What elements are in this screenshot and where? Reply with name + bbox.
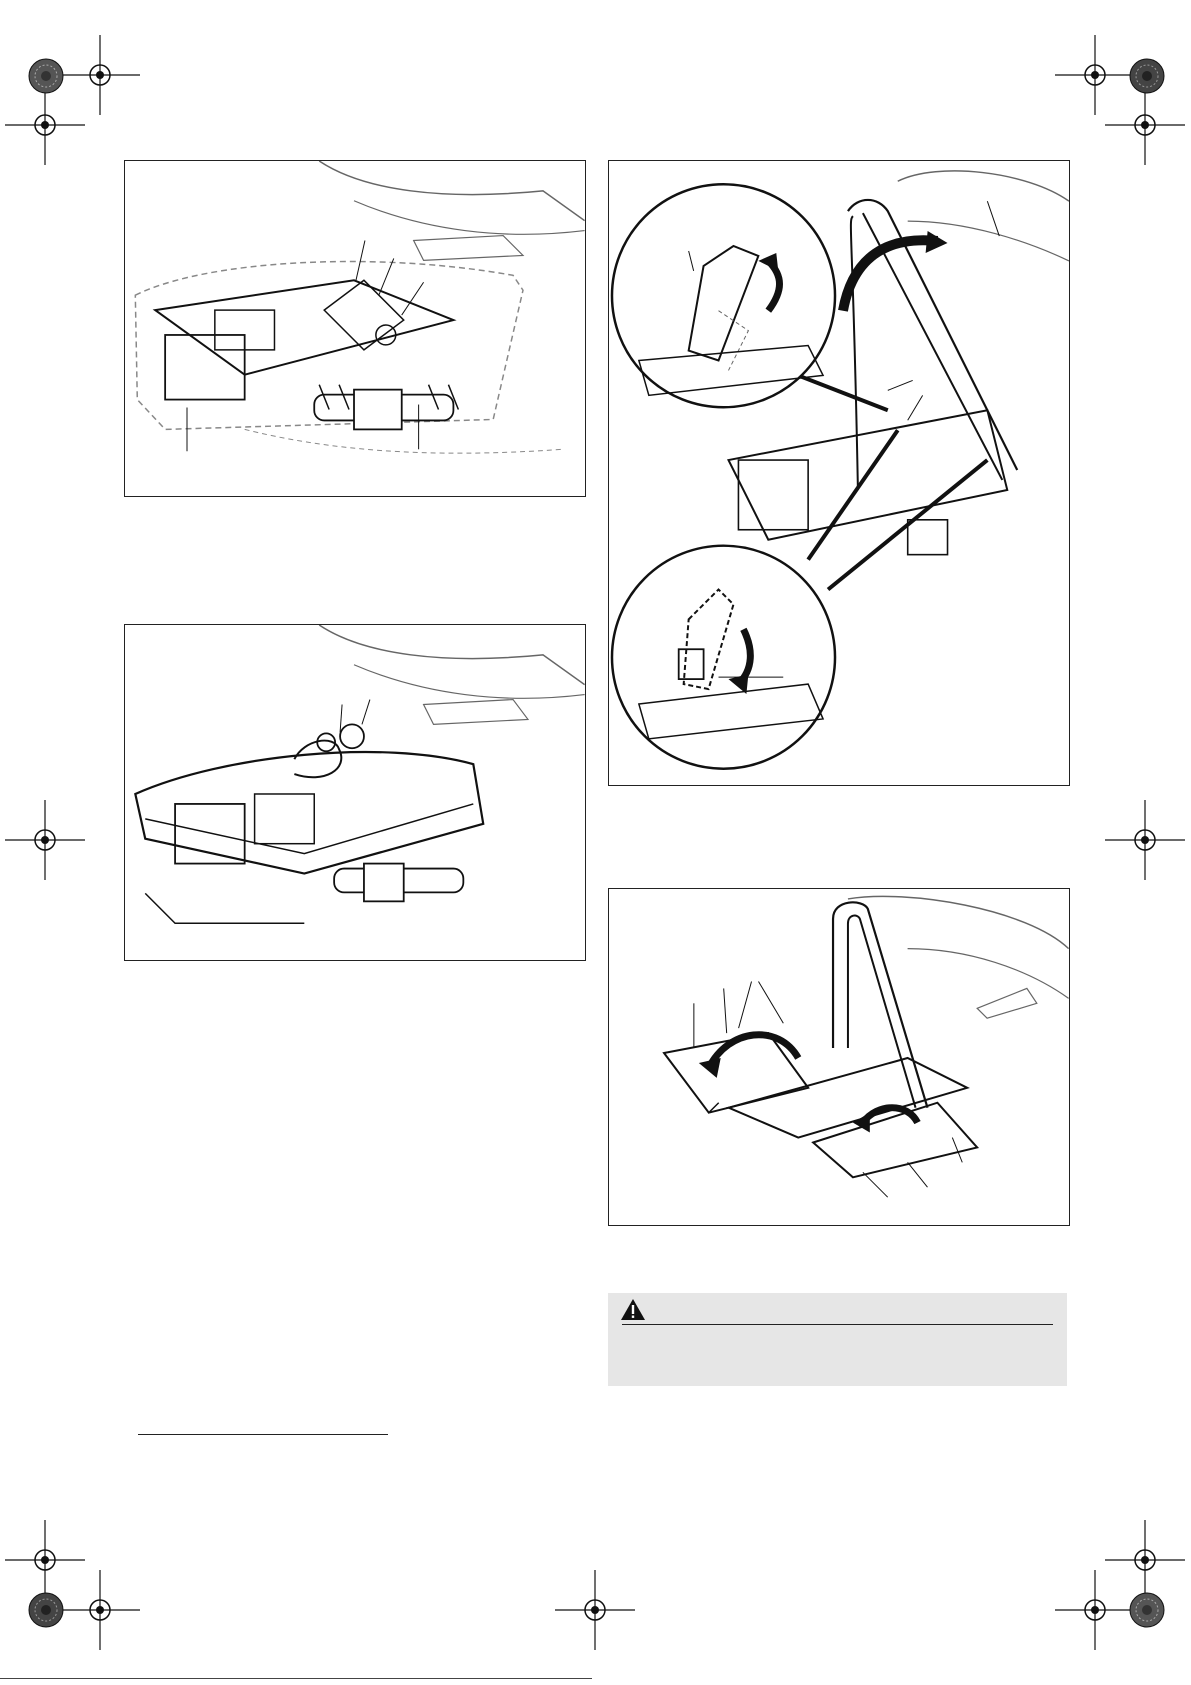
registration-mark-icon bbox=[5, 800, 85, 880]
warning-triangle-icon bbox=[620, 1298, 646, 1321]
figure-wheel-holders bbox=[608, 888, 1070, 1226]
registration-mark-icon bbox=[1105, 800, 1185, 880]
registration-mark-icon bbox=[555, 1570, 635, 1650]
footnote-divider bbox=[138, 1434, 388, 1435]
registration-mark-icon bbox=[1105, 85, 1185, 165]
registration-mark-icon bbox=[1055, 1570, 1135, 1650]
figure-lever-detail bbox=[608, 160, 1070, 786]
registration-mark-icon bbox=[60, 1570, 140, 1650]
warning-divider bbox=[622, 1324, 1053, 1325]
color-target-icon bbox=[1129, 1592, 1165, 1628]
warning-box bbox=[608, 1293, 1067, 1386]
registration-mark-icon bbox=[5, 85, 85, 165]
page-bottom-rule bbox=[0, 1678, 592, 1679]
color-target-icon bbox=[28, 58, 64, 94]
figure-carrier-folded bbox=[124, 160, 586, 497]
color-target-icon bbox=[1129, 58, 1165, 94]
color-target-icon bbox=[28, 1592, 64, 1628]
figure-carrier-plug bbox=[124, 624, 586, 961]
